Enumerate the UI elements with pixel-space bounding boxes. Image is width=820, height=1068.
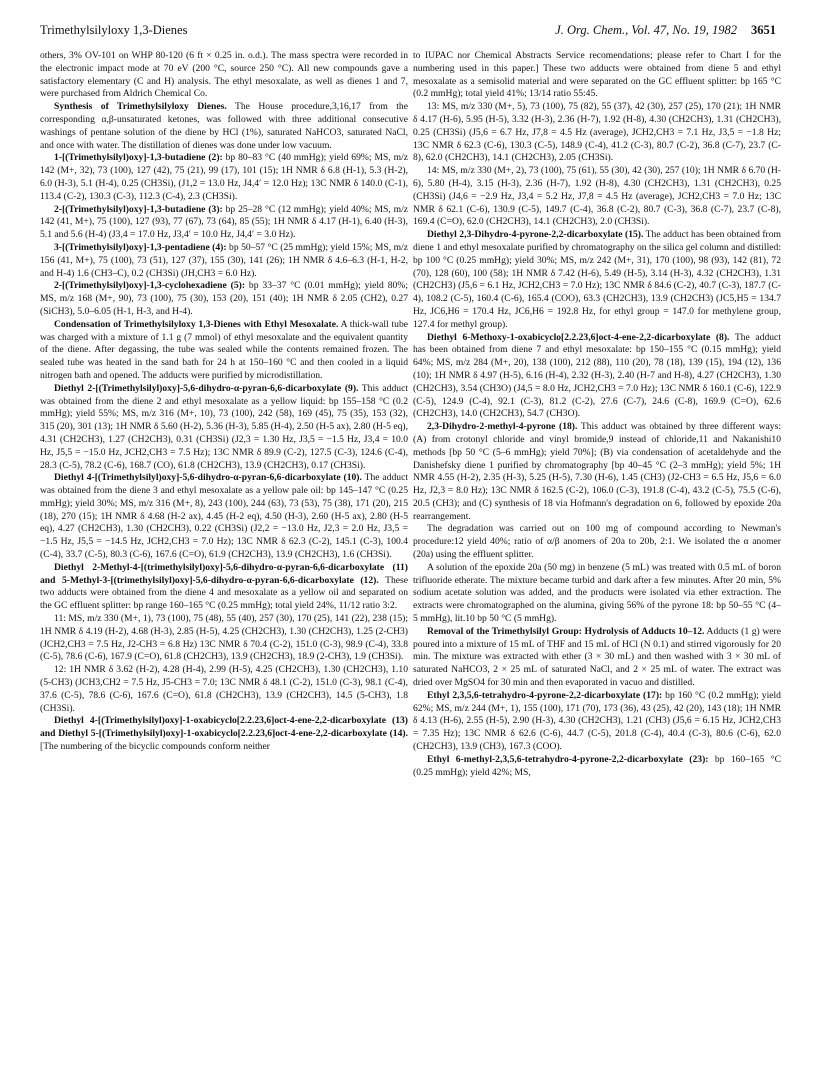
section-heading: 2,3-Dihydro-2-methyl-4-pyrone (18). (427, 421, 578, 433)
section-heading: Diethyl 4-[(Trimethylsilyl)oxy]-1-oxabicyclo[2.2.23,6]oct-4-ene-2,2-dicarboxylate (13) and Diethyl 5-[(Trimethylsilyl)oxy]-1-oxabicyclo[2.2.23,6]oct-4-ene-2,2-dicarboxylate (14). (40, 715, 408, 740)
paragraph (40, 152, 408, 203)
section-heading: 1-[(Trimethylsilyl)oxy]-1,3-butadiene (2): (54, 152, 223, 164)
running-header (40, 22, 776, 38)
paragraph-text: A thick-wall tube was charged with a mixture of 1.1 g (7 mmol) of ethyl mesoxalate and the equivalent quantity of the diene. After degassing, the tube was sealed while the contents remained frozen. The sealed tube was heated in the sand bath for 24 h at 150–160 °C and then cooled in a liquid nitrogen bath and opened. The adducts were purified by microdistillation. (40, 318, 408, 381)
left-column (40, 50, 408, 1055)
paragraph-text: 12: 1H NMR δ 3.62 (H-2), 4.28 (H-4), 2.99 (H-5), 4.25 (CH2CH3), 1.30 (CH2CH3), 1.10 (5-CH3) (JCH3,CH2 = 7.5 Hz, J5-CH3 = 7.0; 13C NMR δ 48.1 (C-2), 151.0 (C-3), 98.1 (C-4), 37.6 (C-5), 78.6 (C-6), 167.6 (C=O), 61.8 (CH2CH3), 13.9 (CH2CH3), 14.5 (5-CH3), 1.8 (CH3Si). (40, 664, 408, 714)
section-heading: Diethyl 2-[(Trimethylsilyl)oxy]-5,6-dihydro-α-pyran-6,6-dicarboxylate (9). (54, 382, 359, 394)
paragraph (413, 626, 781, 690)
paragraph-text: bp 160–165 °C (0.25 mmHg); yield 42%; MS, (413, 753, 781, 778)
paragraph-text: The House procedure,3,16,17 from the corresponding α,β-unsaturated ketones, was followed with three additional consecutive washings of pentane solution of the diene by HCl (1%), saturated NaHCO3, saturated NaCl, and once with water. The distillation of dienes was done under low vacuum. (40, 101, 408, 151)
paragraph (40, 562, 408, 613)
running-title: Trimethylsilyloxy 1,3-Dienes (40, 23, 188, 37)
section-heading: Condensation of Trimethylsilyloxy 1,3-Dienes with Ethyl Mesoxalate. (54, 318, 339, 330)
section-heading: Diethyl 2,3-Dihydro-4-pyrone-2,2-dicarboxylate (15). (427, 229, 644, 241)
paragraph-text: bp 80–83 °C (40 mmHg); yield 69%; MS, m/z 142 (M+, 32), 73 (100), 127 (42), 75 (21), 99 (17), 101 (15); 1H NMR δ 6.8 (H-1), 5.3 (H-2), 6.0 (H-3), 5.1 (H-4), 0.25 (CH3Si), (J1,2 = 13.0 Hz, J4,4′ = 12.0 Hz); 13C NMR δ 140.0 (C-1), 113.4 (C-2), 130.3 (C-3), 112.3 (C-4), 2.3 (CH3Si). (40, 152, 408, 202)
paragraph-text: The adduct was obtained from the diene 3 and ethyl mesoxalate as a yellow pale oil: bp 145–147 °C (0.25 mmHg); yield 30%; MS, m/z 316 (M+, 8), 243 (100), 244 (63), 73 (53), 75 (38), 171 (20), 215 (18), 270 (15); 1H NMR δ 4.68 (H-2 ax), 4.45 (H-2 eq), 4.50 (H-3), 2.60 (H-5 ax), 2.80 (H-5 eq), 4.27 (CH2CH3), 1.30 (CH2CH3), 0.22 (CH3Si) (J2,2 = −13.0 Hz, J2,3 = 2.0 Hz, J3,5 = −1.5 Hz, J5,5 = −14.5 Hz, JCH2,CH3 = 7.0 Hz); 13C NMR δ 62.3 (C-2), 145.1 (C-3), 100.4 (C-4), 33.7 (C-5), 80.3 (C-6), 167.6 (C=O), 61.9 (CH2CH3), 13.9 (CH2CH3), 1.6 (CH3Si). (40, 472, 408, 561)
paragraph (40, 715, 408, 753)
section-heading: Ethyl 6-methyl-2,3,5,6-tetrahydro-4-pyrone-2,2-dicarboxylate (23): (427, 753, 709, 765)
paragraph-text: bp 50–57 °C (25 mmHg); yield 15%; MS, m/z 156 (41, M+), 75 (100), 73 (51), 127 (37), 155 (30), 141 (26); 1H NMR δ 4.6–6.3 (H-1, H-2, and H-4) 1.6 (CH3–C), 0.2 (CH3Si) (JH,CH3 = 6.0 Hz). (40, 241, 408, 279)
paragraph-text: These two adducts were obtained from the diene 4 and mesoxalate as a yellow oil and separated on the GC effluent splitter: bp range 160–165 °C (0.25 mmHg); total yield 24%, 11/12 ratio 3:2. (40, 574, 408, 612)
paragraph-text: This adduct was obtained from the diene 2 and ethyl mesoxalate as a yellow liquid: bp 155–158 °C (0.2 mmHg); yield 55%; MS, m/z 316 (M+, 10), 73 (100), 242 (58), 169 (45), 75 (35), 153 (32), 315 (20), 301 (13); 1H NMR δ 5.60 (H-2), 5.36 (H-3), 5.85 (H-4), 2.50 (H-5 ax), 2.80 (H-5 eq), 4.31 (CH2CH3), 1.27 (CH2CH3), 0.31 (CH3Si) (J2,3 = 1.30 Hz, J3,5 = −1.5 Hz, J3,4 = 10.0 Hz, J5,5 = −15.0 Hz, JCH2,CH3 = 7.5 Hz); 13C NMR δ 89.9 (C-2), 127.5 (C-3), 124.6 (C-4), 28.3 (C-5), 78.2 (C-6), 168.7 (CO), 61.8 (CH2CH3), 13.9 (CH2CH3), 0.17 (CH3Si). (40, 382, 408, 471)
paragraph (40, 472, 408, 562)
journal-citation (555, 22, 776, 38)
paragraph (40, 319, 408, 383)
paragraph (40, 280, 408, 318)
paragraph (413, 101, 781, 165)
paragraph (413, 754, 781, 780)
paragraph-text: [The numbering of the bicyclic compounds conform neither (40, 741, 270, 753)
section-heading: Diethyl 2-Methyl-4-[(trimethylsilyl)oxy]-5,6-dihydro-α-pyran-6,6-dicarboxylate (11) and 5-Methyl-3-[(trimethylsilyl)oxy]-5,6-dihydro-α-pyran-6,6-dicarboxylate (12). (40, 561, 408, 586)
paragraph-text: The degradation was carried out on 100 mg of compound according to Newman's procedure:12 yield 40%; ratio of α/β anomers of 20a to 20b, 2:1. We isolated the α anomer (20a) using the effluent splitter. (413, 523, 781, 561)
right-column (413, 50, 781, 1055)
paragraph (40, 383, 408, 473)
paragraph (413, 165, 781, 229)
section-heading: 2-[(Trimethylsilyl)oxy]-1,3-butadiene (3): (54, 203, 223, 215)
paragraph-text: bp 160 °C (0.2 mmHg); yield 62%; MS, m/z 244 (M+, 1), 155 (100), 171 (70), 173 (36), 43 (25), 42 (20), 143 (18); 1H NMR δ 4.13 (H-6), 2.55 (H-5), 2.90 (H-3), 4.30 (CH2CH3), 1.21 (CH3) (J5,6 = 6.15 Hz, JCH2,CH3 = 7.35 Hz); 13C NMR δ 62.6 (C-6), 44.7 (C-5), 201.8 (C-4), 40.4 (C-3), 80.6 (C-6), 62.0 (CH2CH3), 13.9 (CH3), 167.3 (COO). (413, 689, 781, 753)
paragraph-text: 13: MS, m/z 330 (M+, 5), 73 (100), 75 (82), 55 (37), 42 (30), 257 (25), 170 (21); 1H NMR δ 4.17 (H-6), 5.95 (H-5), 3.32 (H-3), 2.36 (H-7), 1.92 (H-8), 4.30 (CH2CH3), 1.31 (CH2CH3), 0.25 (CH3Si) (J5,6 = 6.7 Hz, J7,8 = 4.5 Hz (average), JCH2,CH3 = 7.1 Hz, J3,5 = −1.8 Hz; 13C NMR δ 62.3 (C-6), 130.3 (C-5), 148.9 (C-4), 41.2 (C-3), 80.7 (C-2), 36.8 (C-7), 23.7 (C-8), 62.0 (CH2CH3), 14.1 (CH2CH3), 2.05 (CH3Si). (413, 101, 781, 164)
paragraph-text: bp 25–28 °C (12 mmHg); yield 40%; MS, m/z 142 (41, M+), 75 (100), 127 (93), 77 (67), 73 (64), 85 (55); 1H NMR δ 4.17 (H-1), 6.40 (H-3), 5.1 and 5.6 (H-4) (J3,4 = 17.0 Hz, J3,4′ = 10.0 Hz, J4,4′ = 3.0 Hz). (40, 203, 408, 241)
paragraph (40, 664, 408, 715)
paragraph-continuation (40, 50, 408, 101)
section-heading: Removal of the Trimethylsilyl Group: Hydrolysis of Adducts 10–12. (427, 625, 705, 637)
section-heading: Diethyl 4-[(Trimethylsilyl)oxy]-5,6-dihydro-α-pyran-6,6-dicarboxylate (10). (54, 472, 362, 484)
paragraph (413, 229, 781, 331)
paragraph (413, 690, 781, 754)
paragraph-text: The adduct has been obtained from diene 1 and ethyl mesoxalate purified by chromatography on the silica gel column and distilled: bp 100 °C (0.25 mmHg); yield 30%; MS, m/z 242 (M+, 31), 170 (100), 98 (93), 142 (81), 72 (70), 128 (60), 100 (58); 1H NMR δ 7.42 (H-6), 5.49 (H-5), 3.14 (H-3), 4.32 (CH2CH3), 1.31 (CH2CH3) (J5,6 = 6.1 Hz, JCH2,CH3 = 7.0 Hz); 13C NMR δ 84.6 (C-2), 40.7 (C-3), 187.7 (C-4), 108.2 (C-5), 160.4 (C-6), 165.4 (COO), 63.3 (CH2CH3), 13.9 (CH2CH3) (JC5,H5 = 134.7 Hz, JC6,H6 = 170.4 Hz, JC6,H6 = 192.8 Hz, for ethyl group = 147.0 for methylene group, 127.4 for methyl group). (413, 229, 781, 330)
paragraph-text: 11: MS, m/z 330 (M+, 1), 73 (100), 75 (48), 55 (40), 257 (30), 170 (25), 141 (22), 238 (15); 1H NMR δ 4.19 (H-2), 4.68 (H-3), 2.85 (H-5), 4.25 (CH2CH3), 1.30 (CH2CH3), 1.25 (2-CH3) (JCH2,CH3 = 7.5 Hz, J2-CH3 = 6.8 Hz) 13C NMR δ 70.4 (C-2), 151.0 (C-3), 98.9 (C-4), 33.8 (C-5), 78.6 (C-6), 167.9 (C=O), 61.8 (CH2CH3), 13.9 (CH2CH3), 18.9 (2-CH3), 1.9 (CH3Si). (40, 613, 408, 663)
paragraph-text: to IUPAC nor Chemical Abstracts Service recomendations; please refer to Chart I for the numbering used in this paper.] These two adducts were obtained from diene 5 and ethyl mesoxalate as a semisolid material and were separated on the GC effluent splitter: bp 165 °C (0.2 mmHg); total yield 41%; 13/14 ratio 55:45. (413, 50, 781, 100)
paragraph (413, 332, 781, 422)
paragraph (40, 204, 408, 242)
paragraph-text: 14: MS, m/z 330 (M+, 2), 73 (100), 75 (61), 55 (30), 42 (30), 257 (10); 1H NMR δ 6.70 (H-6), 5.80 (H-4), 3.15 (H-3), 2.36 (H-7), 1.92 (H-8), 4.30 (CH2CH3), 1.31 (CH2CH3), 0.25 (CH3Si) (J4,6 = −2.9 Hz, J3,4 = 5.2 Hz, J7,8 = 4.5 Hz (average), JCH2,CH3 = 7.0 Hz; 13C NMR δ 62.1 (C-6), 130.9 (C-5), 149.7 (C-4), 36.8 (C-2), 80.7 (C-3), 36.8 (C-7), 23.7 (C-8), 169.4 (C=O), 62.0 (CH2CH3), 14.1 (CH2CH3), 2.0 (CH3Si). (413, 165, 781, 228)
paragraph (40, 242, 408, 280)
paragraph-text: others, 3% OV-101 on WHP 80-120 (6 ft × 0.25 in. o.d.). The mass spectra were recorded in the electronic impact mode at 70 eV (200 °C, source 250 °C). All new compounds gave a satisfactory elementary (C and H) analysis. The ethyl mesoxalate, as well as dienes 1 and 7, were purchased from Aldrich Chemical Co. (40, 50, 408, 100)
paragraph-text: bp 33–37 °C (0.01 mmHg); yield 80%; MS, m/z 168 (M+, 90), 73 (100), 75 (30), 153 (20), 151 (40); 1H NMR δ 2.05 (CH2), 0.27 (SiCH3), 5.0–6.05 (H-1, H-3, and H-4). (40, 280, 408, 317)
paragraph-text: Adducts (1 g) were poured into a mixture of 15 mL of THF and 15 mL of HCl (N 0.1) and stirred vigorously for 20 min. The mixture was extracted with ether (3 × 30 mL) and then washed with 3 × 30 mL of saturated NaHCO3, 2 × 25 mL of saturated NaCl, and 2 × 25 mL of water. The extract was dried over MgSO4 for 30 min and then evaporated in vacuo and distilled. (413, 625, 781, 689)
journal-reference: J. Org. Chem., Vol. 47, No. 19, 1982 (555, 23, 737, 37)
section-heading: Ethyl 2,3,5,6-tetrahydro-4-pyrone-2,2-dicarboxylate (17): (427, 689, 663, 701)
section-heading: Synthesis of Trimethylsilyloxy Dienes. (54, 101, 227, 113)
section-heading: 3-[(Trimethylsilyl)oxy]-1,3-pentadiene (4): (54, 241, 227, 253)
page-number: 3651 (751, 23, 776, 37)
section-heading: 2-[(Trimethylsilyl)oxy]-1,3-cyclohexadiene (5): (54, 280, 246, 292)
paragraph-text: The adduct has been obtained from diene 7 and ethyl mesoxalate: bp 150–155 °C (0.15 mmHg); yield 64%; MS, m/z 284 (M+, 20), 138 (100), 212 (88), 110 (20), 78 (18), 139 (15), 194 (12), 136 (10); 1H NMR δ 4.97 (H-5), 6.16 (H-4), 2.32 (H-3), 2.40 (H-7 and H-8), 4.27 (CH2CH3), 1.30 (CH2CH3), 3.54 (CH3O) (J4,5 = 8.0 Hz, JCH2,CH3 = 7.0 Hz); 13C NMR δ 160.1 (C-6), 122.9 (C-5), 124.9 (C-4), 92.1 (C-3), 81.2 (C-2), 27.6 (C-7), 24.6 (C-8), 169.9 (C=O), 62.6 (CH2CH3), 14.0 (CH2CH3), 54.7 (CH3O). (413, 331, 781, 420)
paragraph (413, 421, 781, 523)
paragraph-text: A solution of the epoxide 20a (50 mg) in benzene (5 mL) was treated with 0.5 mL of boron trifluoride etherate. The mixture became turbid and dark after a few minutes. After 20 min, 5% sodium acetate solution was added, and the products were isolated via ether extraction. The extracts were chromatographed on the alumina, giving 56% of the pyrone 18: bp 50–55 °C (4–5 mmHg), lit.10 bp 50 °C (5 mmHg). (413, 561, 781, 625)
paragraph (413, 562, 781, 626)
paragraph (40, 101, 408, 152)
paragraph (413, 523, 781, 561)
section-heading: Diethyl 6-Methoxy-1-oxabicyclo[2.2.23,6]oct-4-ene-2,2-dicarboxylate (8). (427, 331, 730, 343)
paragraph (40, 613, 408, 664)
paragraph-text: This adduct was obtained by three different ways: (A) from crotonyl chloride and vinyl bromide,9 instead of chloride,11 and Nakanishi10 methods [bp 50 °C (5–6 mmHg); yield 70%]; (B) via condensation of acetaldehyde and the Danishefsky diene 1 purified by chromatography [bp 40–45 °C (2–3 mmHg); yield 5%; 1H NMR 4.55 (H-2), 2.35 (H-3), 5.25 (H-5), 7.30 (H-6), 1.45 (CH3) (J2-CH3 = 6.5 Hz, J5,6 = 6.0 Hz, J2,3 = 8.0 Hz); 13C NMR δ 162.5 (C-2), 106.0 (C-3), 191.8 (C-4), 43.2 (C-5), 75.5 (C-6), 20.5 (CH3); and (C) synthesis of 18 via Hofmann's degradation on 6, followed by epoxide 20a rearrangement. (413, 421, 781, 522)
paragraph-continuation (413, 50, 781, 101)
